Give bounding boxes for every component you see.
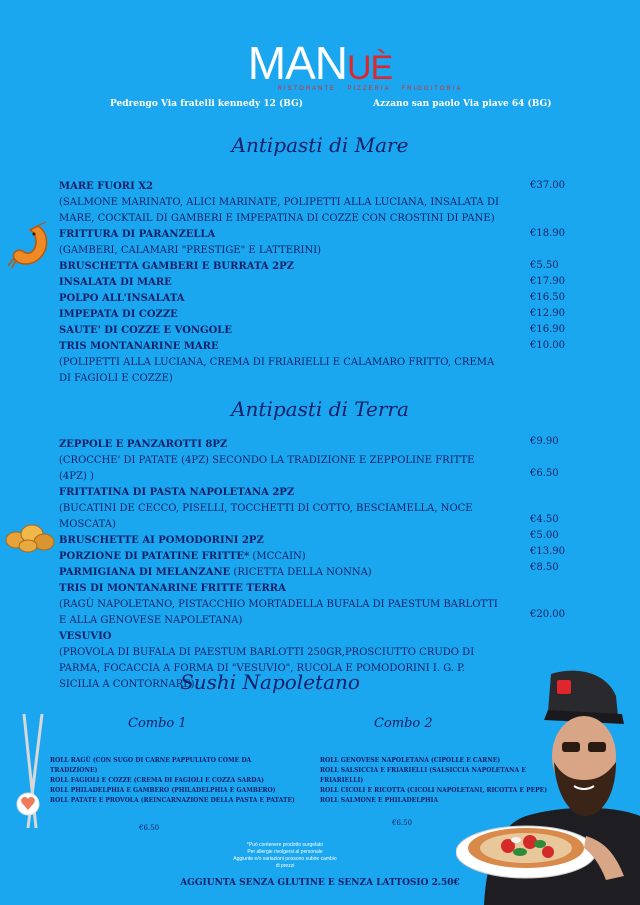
item-name: ZEPPOLE E PANZAROTTI 8PZ <box>59 439 228 450</box>
combo-1-title: Combo 1 <box>128 716 187 731</box>
combo-2-title: Combo 2 <box>374 716 433 731</box>
menu-item <box>59 307 499 323</box>
list-item: ROLL CICOLI E RICOTTA (CICOLI NAPOLETANI, RICOTTA E PEPE) <box>320 787 548 794</box>
logo-subtitle: RISTORANTE · PIZZERIA · FRIGGITORIA <box>277 86 463 92</box>
item-name: SAUTE' DI COZZE E VONGOLE <box>59 325 232 336</box>
menu-item <box>59 549 499 565</box>
menu-item <box>59 565 499 581</box>
price: €17.90 <box>530 276 565 287</box>
menu-item <box>59 259 499 275</box>
address-right: Azzano san paolo Via piave 64 (BG) <box>373 99 552 109</box>
price: €10.00 <box>530 340 565 351</box>
item-name: VESUVIO <box>59 631 112 642</box>
item-name: PARMIGIANA DI MELANZANE <box>59 567 231 578</box>
price: €16.90 <box>530 324 565 335</box>
menu-item <box>59 533 499 549</box>
item-name: INSALATA DI MARE <box>59 277 172 288</box>
item-name: BRUSCHETTE AI POMODORINI 2PZ <box>59 535 264 546</box>
price: €20.00 <box>530 609 565 620</box>
list-item: ROLL PATATE E PROVOLA (REINCARNAZIONE DELLA PASTA E PATATE) <box>50 797 295 804</box>
menu-item <box>59 291 499 307</box>
menu-item <box>59 339 499 355</box>
price: €9.90 <box>530 436 559 447</box>
zeppole-icon <box>4 520 56 554</box>
price: €5.50 <box>530 260 559 271</box>
logo <box>0 36 640 92</box>
disclaimer-line: Aggiunte e/o variazioni possono subire cambio <box>233 856 337 862</box>
price: €6.50 <box>530 468 559 479</box>
price: €13.90 <box>530 546 565 557</box>
item-name: IMPEPATA DI COZZE <box>59 309 178 320</box>
shrimp-icon <box>8 222 52 270</box>
item-name: TRIS MONTANARINE MARE <box>59 341 219 352</box>
item-description: (MCCAIN) <box>249 551 306 562</box>
disclaimer <box>230 842 340 870</box>
section-title-terra: Antipasti di Terra <box>231 397 409 421</box>
list-item: ROLL FAGIOLI E COZZE (CREMA DI FAGIOLI E COZZA SARDA) <box>50 777 264 784</box>
menu-item <box>59 227 499 243</box>
item-description: (BUCATINI DE CECCO, PISELLI, TOCCHETTI DI COTTO, BESCIAMELLA, NOCE MOSCATA) <box>59 503 473 530</box>
extra-note: AGGIUNTA SENZA GLUTINE E SENZA LATTOSIO 2.50€ <box>180 878 460 888</box>
item-name: MARE FUORI X2 <box>59 181 153 192</box>
price: €16.50 <box>530 292 565 303</box>
item-name: POLPO ALL'INSALATA <box>59 293 185 304</box>
combo-1-price: €6.50 <box>139 824 160 832</box>
list-item: ROLL GENOVESE NAPOLETANA (CIPOLLE E CARNE) <box>320 757 501 764</box>
list-item: ROLL RAGÙ (CON SUGO DI CARNE PAPPULIATO COME DA TRADIZIONE) <box>50 757 252 774</box>
menu-terra <box>59 437 499 693</box>
item-description: (RAGÙ NAPOLETANO, PISTACCHIO MORTADELLA BUFALA DI PAESTUM BARLOTTI E ALLA GENOVESE NAPOLETANA) <box>59 599 498 626</box>
item-description: (POLIPETTI ALLA LUCIANA, CREMA DI FRIARIELLI E CALAMARO FRITTO, CREMA DI FAGIOLI E COZZE) <box>59 357 495 384</box>
disclaimer-line: di prezzi <box>275 863 295 869</box>
disclaimer-line: Per allergie rivolgersi al personale <box>247 849 323 855</box>
list-item: ROLL SALSICCIA E FRIARIELLI (SALSICCIA NAPOLETANA E FRIARIELLI) <box>320 767 526 784</box>
menu-item <box>59 437 499 453</box>
item-name: FRITTATINA DI PASTA NAPOLETANA 2PZ <box>59 487 295 498</box>
disclaimer-line: *Può contenere prodotto surgelato <box>246 842 324 848</box>
menu-item <box>59 179 499 195</box>
item-description: (PROVOLA DI BUFALA DI PAESTUM BARLOTTI 250GR,PROSCIUTTO CRUDO DI PARMA, FOCACCIA A FORMA DI "VESUVIO", RUCOLA E POMODORINI I. G. P. SICILIA A CONTORNARE) <box>59 647 475 690</box>
menu-item <box>59 323 499 339</box>
section-title-sushi: Sushi Napoletano <box>180 670 360 694</box>
section-title-mare: Antipasti di Mare <box>231 133 409 157</box>
item-description: (CROCCHE' DI PATATE (4PZ) SECONDO LA TRADIZIONE E ZEPPOLINE FRITTE (4PZ) ) <box>59 455 475 482</box>
menu-mare <box>59 179 499 387</box>
item-name: TRIS DI MONTANARINE FRITTE TERRA <box>59 583 286 594</box>
list-item: ROLL PHILADELPHIA E GAMBERO (PHILADELPHIA E GAMBERO) <box>50 787 276 794</box>
logo-accent-text: UÈ <box>347 49 393 87</box>
chopsticks-icon <box>8 712 54 830</box>
price: €12.90 <box>530 308 565 319</box>
item-description: (GAMBERI, CALAMARI "PRESTIGE" E LATTERINI) <box>59 245 322 256</box>
address-left: Pedrengo Via fratelli kennedy 12 (BG) <box>110 99 303 109</box>
item-name: BRUSCHETTA GAMBERI E BURRATA 2PZ <box>59 261 294 272</box>
item-description: (RICETTA DELLA NONNA) <box>230 567 372 578</box>
combo-2-price: €6.50 <box>392 819 413 827</box>
chef-illustration <box>456 666 640 905</box>
combo-1-list <box>50 756 300 806</box>
item-description: (SALMONE MARINATO, ALICI MARINATE, POLIPETTI ALLA LUCIANA, INSALATA DI MARE, COCKTAIL DI GAMBERI E IMPEPATINA DI COZZE CON CROSTINI DI PANE) <box>59 197 499 224</box>
price: €18.90 <box>530 228 565 239</box>
menu-item <box>59 485 499 501</box>
price: €5.00 <box>530 530 559 541</box>
item-name: FRITTURA DI PARANZELLA <box>59 229 216 240</box>
price: €8.50 <box>530 562 559 573</box>
item-name: PORZIONE DI PATATINE FRITTE* <box>59 551 250 562</box>
logo-main-text: MAN <box>247 37 347 89</box>
menu-item <box>59 275 499 291</box>
menu-item <box>59 581 499 597</box>
price: €37.00 <box>530 180 565 191</box>
price: €4.50 <box>530 514 559 525</box>
list-item: ROLL SALMONE E PHILADELPHIA <box>320 797 439 804</box>
menu-item <box>59 629 499 645</box>
